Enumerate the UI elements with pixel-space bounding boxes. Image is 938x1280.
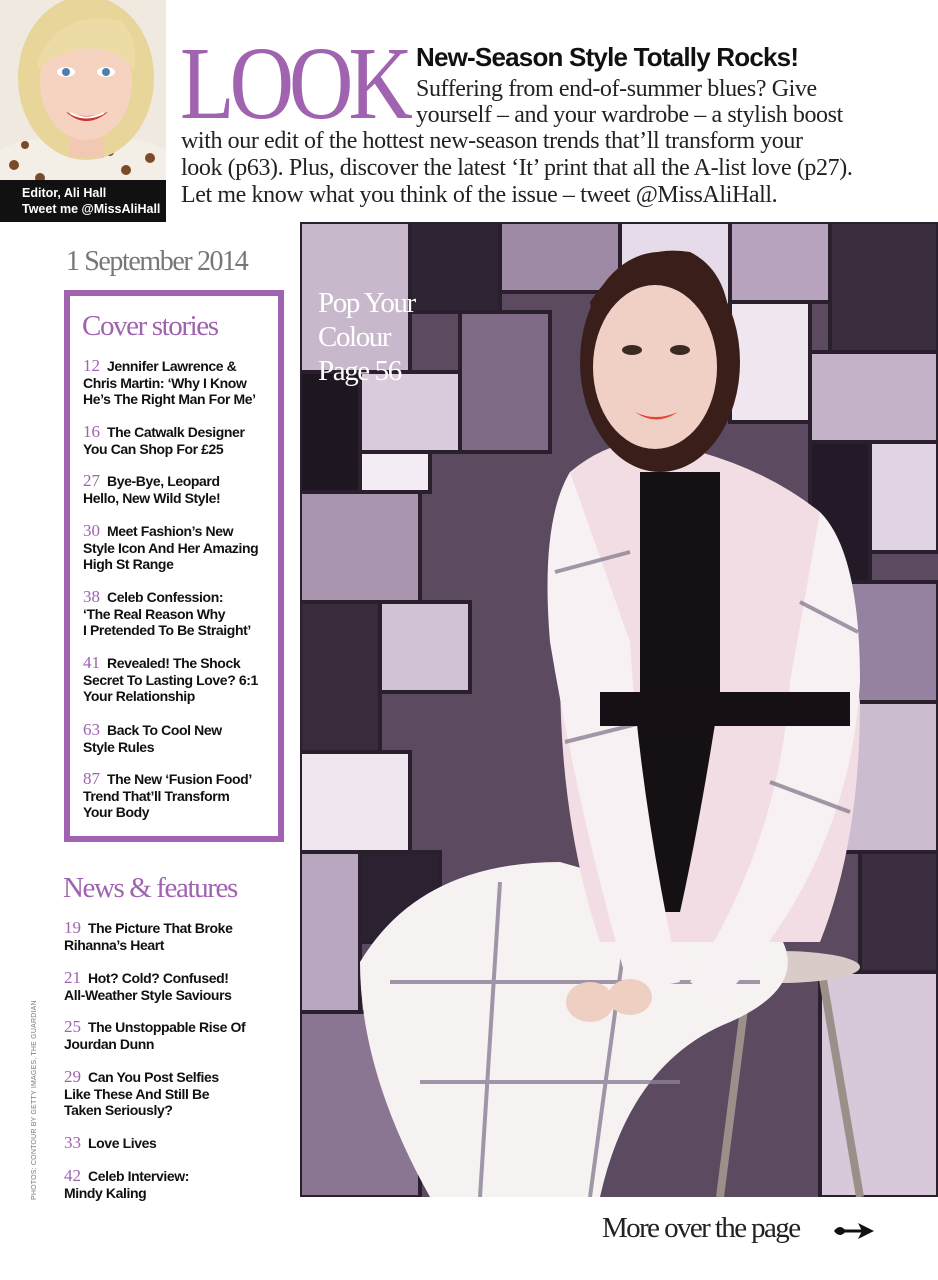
news-item[interactable]: 42 Celeb Interview: Mindy Kaling (64, 1166, 189, 1201)
editor-twitter: Tweet me @MissAliHall (22, 202, 161, 216)
page-number: 27 (83, 471, 100, 490)
photo-caption-page: Page 56 (318, 355, 401, 387)
news-item[interactable]: 19 The Picture That Broke Rihanna’s Heart (64, 918, 233, 953)
editor-photo (0, 0, 166, 222)
intro-line: look (p63). Plus, discover the latest ‘It’ print that all the A-list love (p27). (181, 155, 853, 181)
page-number: 29 (64, 1067, 81, 1086)
intro-line: yourself – and your wardrobe – a stylish boost (416, 102, 843, 128)
news-features-title: News & features (63, 872, 237, 904)
intro-line: Suffering from end-of-summer blues? Give (416, 76, 817, 102)
page-number: 63 (83, 720, 100, 739)
cover-story-item[interactable]: 30 Meet Fashion’s New Style Icon And Her Amazing High St Range (83, 521, 259, 572)
photo-caption (318, 286, 415, 388)
page-number: 19 (64, 918, 81, 937)
page-number: 21 (64, 968, 81, 987)
issue-date: 1 September 2014 (66, 246, 248, 277)
cover-story-item[interactable]: 12 Jennifer Lawrence & Chris Martin: ‘Why I Know He’s The Right Man For Me’ (83, 356, 256, 407)
cover-stories-title: Cover stories (82, 310, 218, 342)
photo-caption-line: Colour (318, 321, 391, 353)
look-heading: LOOK (180, 26, 408, 141)
cover-story-item[interactable]: 41 Revealed! The Shock Secret To Lasting Love? 6:1 Your Relationship (83, 653, 258, 704)
news-item[interactable]: 29 Can You Post Selfies Like These And Still Be Taken Seriously? (64, 1067, 219, 1118)
cover-story-item[interactable]: 63 Back To Cool New Style Rules (83, 720, 222, 755)
page-number: 87 (83, 769, 100, 788)
news-item[interactable]: 21 Hot? Cold? Confused! All-Weather Style Saviours (64, 968, 232, 1003)
editor-caption (0, 180, 166, 222)
page-number: 25 (64, 1017, 81, 1036)
photo-credit: PHOTOS: CONTOUR BY GETTY IMAGES, THE GUARDIAN (31, 1000, 38, 1200)
cover-story-item[interactable]: 16 The Catwalk Designer You Can Shop For £25 (83, 422, 245, 457)
page-number: 12 (83, 356, 100, 375)
intro-line: Let me know what you think of the issue – tweet @MissAliHall. (181, 182, 778, 208)
intro-line: with our edit of the hottest new-season trends that’ll transform your (181, 128, 803, 154)
page-number: 38 (83, 587, 100, 606)
news-item[interactable]: 25 The Unstoppable Rise Of Jourdan Dunn (64, 1017, 246, 1052)
cover-story-item[interactable]: 87 The New ‘Fusion Food’ Trend That’ll Transform Your Body (83, 769, 252, 820)
cover-story-item[interactable]: 27 Bye-Bye, Leopard Hello, New Wild Style! (83, 471, 221, 506)
page-number: 33 (64, 1133, 81, 1152)
photo-caption-line: Pop Your (318, 287, 415, 319)
page-number: 30 (83, 521, 100, 540)
page-number: 42 (64, 1166, 81, 1185)
cover-story-item[interactable]: 38 Celeb Confession: ‘The Real Reason Why I Pretended To Be Straight’ (83, 587, 251, 638)
arrow-right-icon[interactable] (832, 1221, 876, 1241)
more-over-page-link[interactable]: More over the page (602, 1212, 800, 1244)
page-number: 41 (83, 653, 100, 672)
editor-name: Editor, Ali Hall (22, 186, 107, 200)
page-number: 16 (83, 422, 100, 441)
news-item[interactable]: 33 Love Lives (64, 1133, 157, 1152)
editor-headline: New-Season Style Totally Rocks! (416, 42, 799, 72)
